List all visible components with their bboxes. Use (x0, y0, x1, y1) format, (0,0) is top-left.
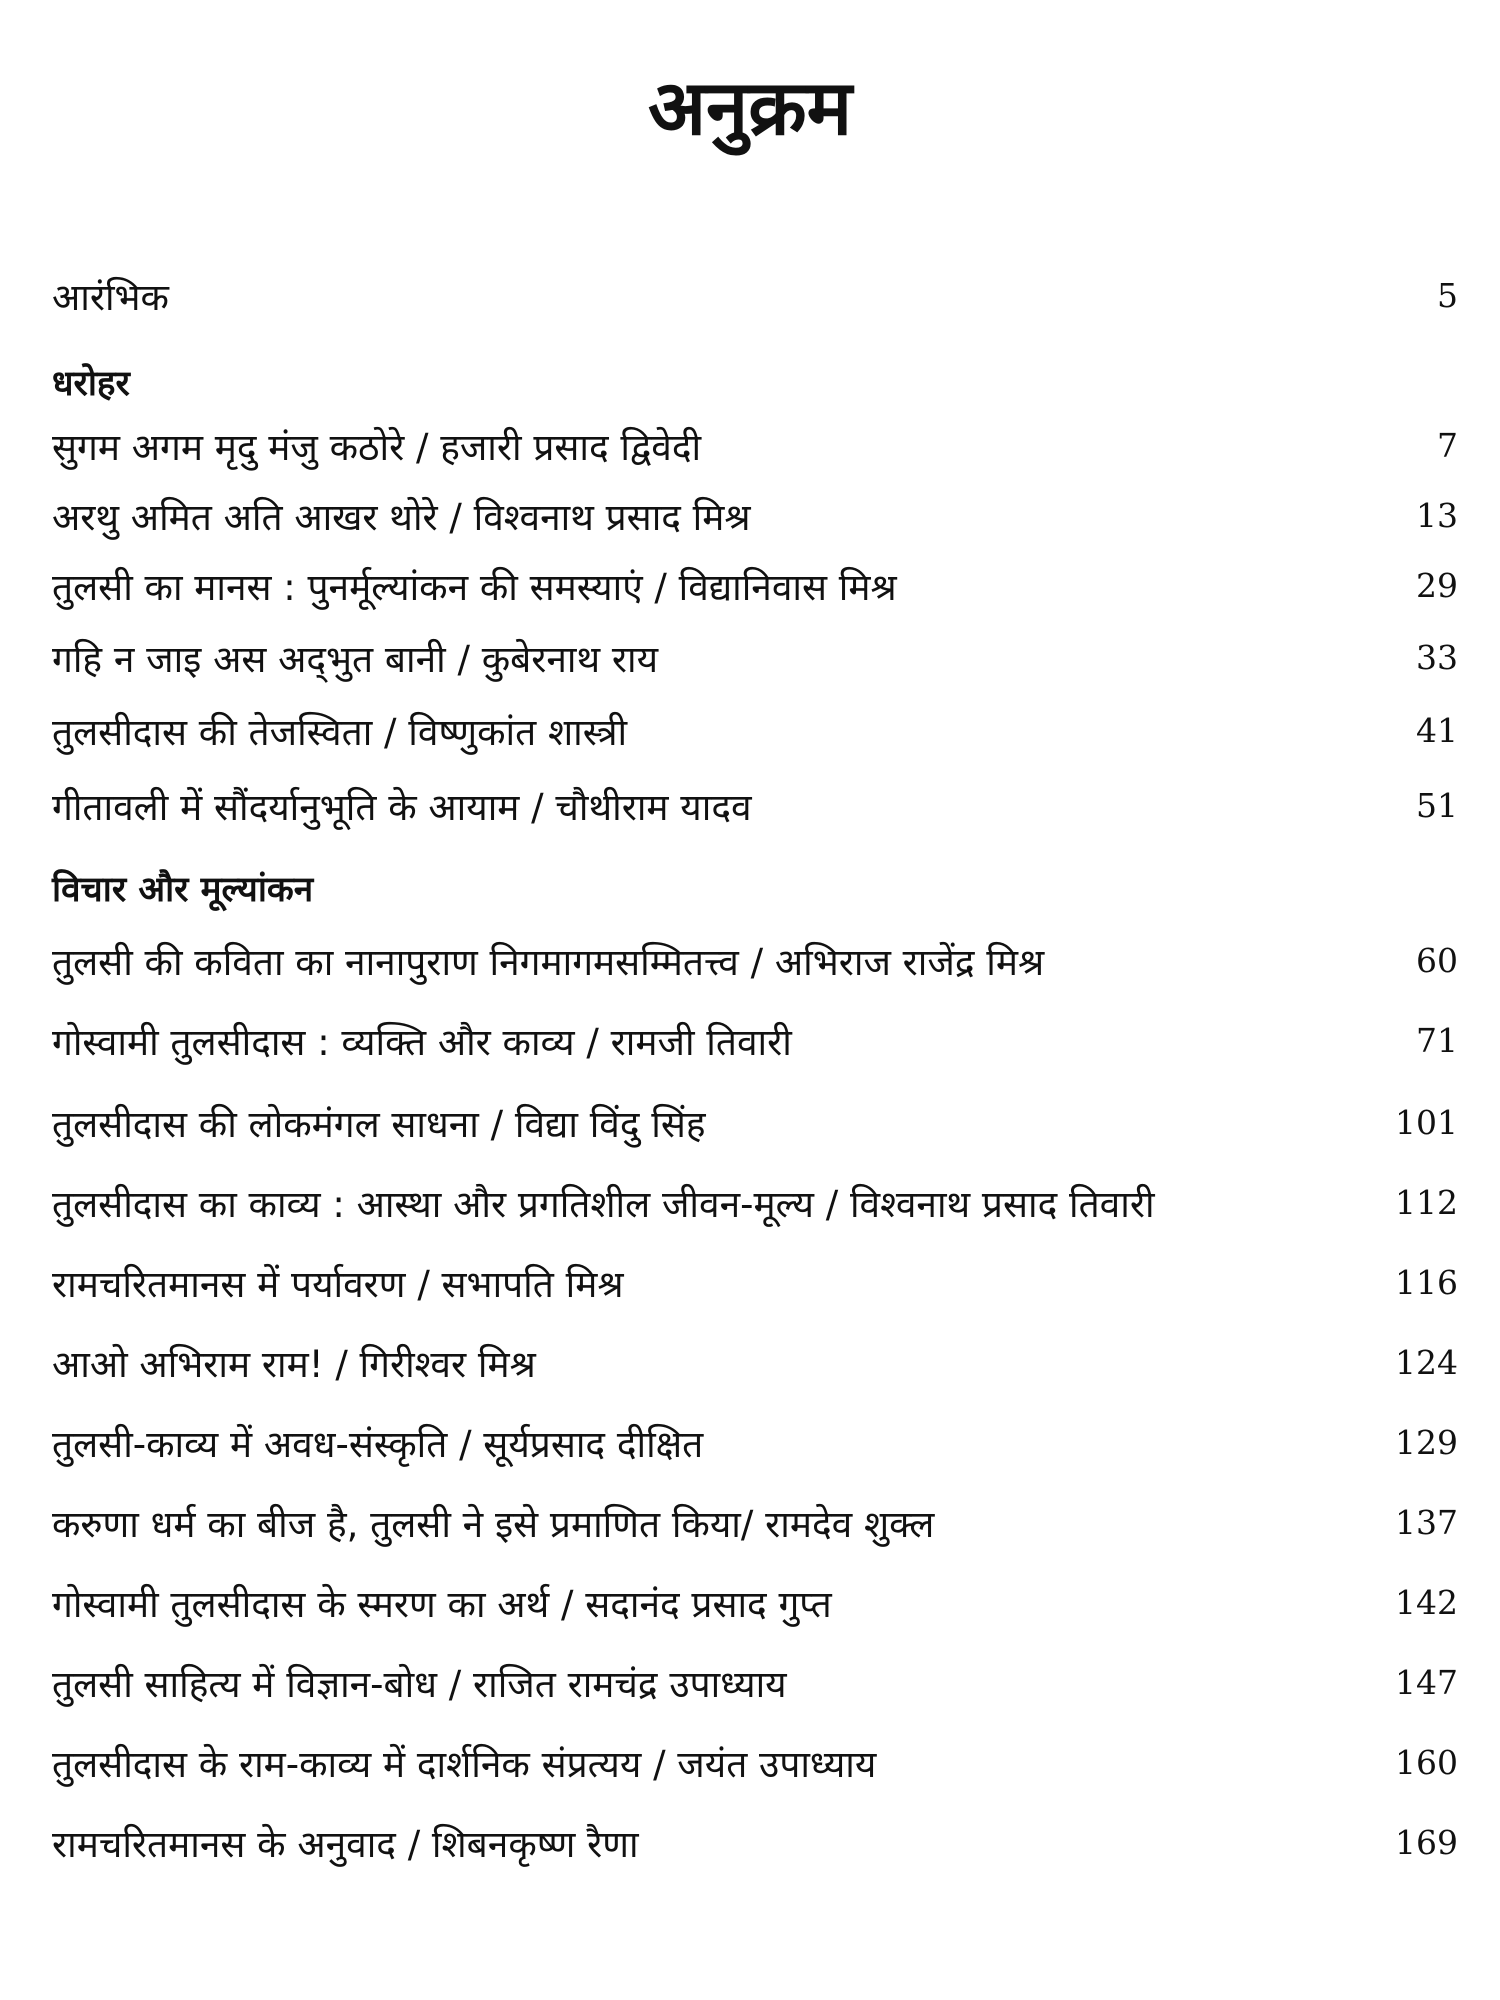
toc-page-number: 169 (1395, 1822, 1458, 1862)
toc-entry-title: तुलसीदास के राम-काव्य में दार्शनिक संप्रत्यय / जयंत उपाध्याय (52, 1742, 877, 1786)
toc-entry (52, 1252, 1458, 1312)
toc-page-number: 5 (1437, 275, 1458, 315)
toc-page-number: 124 (1395, 1342, 1458, 1382)
toc-entry-title: तुलसीदास की तेजस्विता / विष्णुकांत शास्त्री (52, 710, 628, 754)
toc-page-number: 142 (1395, 1582, 1458, 1622)
toc-page-number: 160 (1395, 1742, 1458, 1782)
toc-entry-title: गोस्वामी तुलसीदास : व्यक्ति और काव्य / रामजी तिवारी (52, 1020, 792, 1064)
toc-page-number: 101 (1395, 1102, 1458, 1142)
toc-entry (52, 415, 1458, 475)
toc-entry-title: तुलसी साहित्य में विज्ञान-बोध / राजित रामचंद्र उपाध्याय (52, 1662, 787, 1706)
toc-entry-title: सुगम अगम मृदु मंजु कठोरे / हजारी प्रसाद द्विवेदी (52, 425, 702, 469)
toc-page-number: 60 (1416, 940, 1458, 980)
toc-entry (52, 1652, 1458, 1712)
toc-entry-title: अरथु अमित अति आखर थोरे / विश्वनाथ प्रसाद मिश्र (52, 495, 751, 539)
toc-entry-title: रामचरितमानस में पर्यावरण / सभापति मिश्र (52, 1262, 624, 1306)
toc-entry (52, 1010, 1458, 1070)
toc-entry (52, 1732, 1458, 1792)
toc-entry-title: आरंभिक (52, 275, 169, 319)
toc-entry (52, 700, 1458, 760)
toc-page-number: 112 (1395, 1182, 1458, 1222)
toc-entry (52, 1172, 1458, 1232)
toc-entry-title: गीतावली में सौंदर्यानुभूति के आयाम / चौथीराम यादव (52, 785, 752, 829)
toc-page-number: 41 (1416, 710, 1458, 750)
toc-entry-title: गोस्वामी तुलसीदास के स्मरण का अर्थ / सदानंद प्रसाद गुप्त (52, 1582, 832, 1626)
section-heading-dharohar: धरोहर (52, 363, 130, 404)
toc-entry (52, 485, 1458, 545)
toc-page-number: 71 (1416, 1020, 1458, 1060)
toc-page-number: 29 (1416, 565, 1458, 605)
toc-entry-opening (52, 265, 1458, 325)
section-heading-vichar: विचार और मूल्यांकन (52, 869, 314, 910)
toc-entry-title: रामचरितमानस के अनुवाद / शिबनकृष्ण रैणा (52, 1822, 639, 1866)
toc-entry (52, 930, 1458, 990)
toc-entry-title: गहि न जाइ अस अद्‌भुत बानी / कुबेरनाथ राय (52, 637, 659, 681)
toc-page-number: 129 (1395, 1422, 1458, 1462)
toc-page-number: 51 (1416, 785, 1458, 825)
toc-entry (52, 1092, 1458, 1152)
toc-page-number: 147 (1395, 1662, 1458, 1702)
toc-entry-title: करुणा धर्म का बीज है, तुलसी ने इसे प्रमाणित किया/ रामदेव शुक्ल (52, 1502, 935, 1546)
page-title: अनुक्रम (647, 63, 853, 152)
toc-entry (52, 1412, 1458, 1472)
toc-entry-title: आओ अभिराम राम! / गिरीश्वर मिश्र (52, 1342, 536, 1386)
toc-entry-title: तुलसी-काव्य में अवध-संस्कृति / सूर्यप्रसाद दीक्षित (52, 1422, 704, 1466)
toc-entry (52, 1492, 1458, 1552)
toc-entry (52, 1332, 1458, 1392)
toc-entry-title: तुलसीदास की लोकमंगल साधना / विद्या विंदु सिंह (52, 1102, 706, 1146)
toc-entry-title: तुलसीदास का काव्य : आस्था और प्रगतिशील जीवन-मूल्य / विश्वनाथ प्रसाद तिवारी (52, 1182, 1155, 1226)
toc-entry (52, 1572, 1458, 1632)
toc-entry-title: तुलसी का मानस : पुनर्मूल्यांकन की समस्याएं / विद्यानिवास मिश्र (52, 565, 897, 609)
toc-page-number: 13 (1416, 495, 1458, 535)
toc-entry (52, 555, 1458, 615)
toc-page-number: 137 (1395, 1502, 1458, 1542)
toc-page-number: 33 (1416, 637, 1458, 677)
toc-entry (52, 1812, 1458, 1872)
toc-entry-title: तुलसी की कविता का नानापुराण निगमागमसम्मितत्त्व / अभिराज राजेंद्र मिश्र (52, 940, 1045, 984)
toc-entry (52, 627, 1458, 687)
toc-page-number: 7 (1437, 425, 1458, 465)
toc-entry (52, 775, 1458, 835)
toc-page-number: 116 (1395, 1262, 1458, 1302)
